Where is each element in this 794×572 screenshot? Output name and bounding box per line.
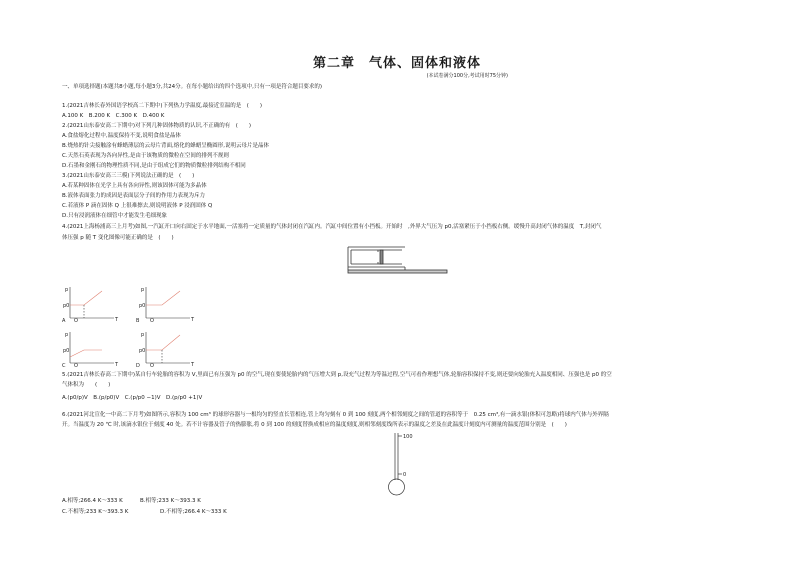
q3-option-a: A.若某种固体在光学上具有各向异性,则该固体可能为多晶体	[62, 183, 207, 189]
q6-option-a: A.相等;266.4 K～333 K	[62, 498, 123, 504]
section-heading: 一、单项选择题(本题共8小题,每小题3分,共24分。在每小题给出的四个选项中,只有一项是符合题目要求的)	[62, 84, 323, 90]
graph-d	[146, 332, 190, 363]
q2-stem: 2.(2021山东泰安高二下期中)对下列几种固体物质的认识,不正确的有 ( )	[62, 123, 252, 129]
q2-option-a: A.食盐熔化过程中,温度保持不变,说明食盐是晶体	[62, 133, 181, 139]
graph-d-letter: D	[136, 363, 140, 369]
q1-options: A.100 K B.200 K C.300 K D.400 K	[62, 113, 165, 119]
q4-stem-line1: 4.(2021上海杨浦高三上月考)如图,一汽缸开口向右固定于水平地面,一活塞将一定质量的气体封闭在汽缸内。汽缸中间位置有小挡板。开始时 ,外界大气压为 p0,活塞紧压于小挡板右侧。缓慢升高封闭气体的温度 T,封闭气	[62, 224, 602, 230]
q6-option-b: B.相等;233 K～393.3 K	[140, 498, 201, 504]
graph-b-origin: O	[150, 318, 154, 324]
bulb	[389, 479, 405, 495]
ground-slab	[348, 270, 447, 273]
graph-d-p0-label: p0	[139, 348, 146, 354]
thermometer-figure	[382, 430, 422, 498]
page-title: 第二章 气体、固体和液体	[312, 56, 481, 71]
graph-a-p-label: p	[65, 287, 69, 293]
exam-note: (本试卷满分100分,考试用时75分钟)	[426, 73, 508, 79]
graph-d-origin: O	[150, 363, 154, 369]
q2-option-d: D.石墨和金刚石的物理性质不同,是由于组成它们的物质微粒排列结构不相同	[62, 163, 246, 169]
q6-option-d: D.不相等;266.4 K～333 K	[160, 509, 227, 515]
q2-option-c: C.天然石英表现为各向异性,是由于该物质的微粒在空间的排列不规则	[62, 153, 229, 159]
q5-stem-line1: 5.(2021吉林长春高二下期中)某自行车轮胎的容积为 V,里面已有压强为 p0 的空气,现在要使轮胎内的气压增大到 p,设充气过程为等温过程,空气可看作理想气体,轮胎容积保持不变,则还要向轮胎充入温度相同、压强也是 p0 的空	[62, 372, 612, 378]
piston	[380, 250, 383, 264]
q2-option-b: B.烧热的针尖接触涂有蜂蜡薄层的云母片背面,熔化的蜂蜡呈椭圆形,说明云母片是晶体	[62, 143, 270, 149]
q6-stem-line2: 开。当温度为 20 ℃ 时,该滴水银位于刻度 40 处。若不计容器及管子的热膨胀,将 0 到 100 的刻度替换成相应的温度刻度,则相邻刻度线所表示的温度之差及在此温度计刻度内可测量的温度范围分别是 ( )	[62, 422, 567, 428]
q4-stem-line2: 体压强 p 随 T 变化图像可能正确的是 ( )	[62, 235, 174, 241]
scale-bottom-label: 0	[403, 472, 407, 478]
scale-top-label: 100	[403, 434, 413, 440]
graph-d-t-label: T	[191, 362, 195, 368]
q6-option-c: C.不相等;233 K～393.3 K	[62, 509, 129, 515]
q6-stem-line1: 6.(2021河北宣化一中高二下月考)如图所示,容积为 100 cm³ 的球形容器与一根均匀的竖直长管相连,管上均匀刻有 0 到 100 刻度,两个相邻刻度之间的管道的容积等于 0.25 cm³,有一滴水银(体积可忽略)将球内气体与外界隔	[62, 412, 609, 418]
q1-stem: 1.(2021吉林长春外国语学校高二下期中)下列热力学温度,最接近室温的是 ( )	[62, 103, 263, 109]
graph-b	[146, 287, 190, 318]
q3-option-d: D.只有浸润液体在细管中才能发生毛细现象	[62, 213, 167, 219]
graph-a-letter: A	[62, 318, 66, 324]
graph-c	[70, 332, 114, 363]
graph-c-letter: C	[62, 363, 66, 369]
graph-b-p-label: p	[141, 287, 145, 293]
graph-a-p0-label: p0	[63, 303, 70, 309]
pt-graphs	[62, 285, 222, 375]
graph-d-p-label: p	[141, 332, 145, 338]
q5-options: A.(p0/p)V B.(p/p0)V C.(p/p0 −1)V D.(p/p0 +1)V	[62, 395, 203, 401]
graph-a	[70, 287, 114, 318]
graph-c-t-label: T	[115, 362, 119, 368]
graph-a-t-label: T	[115, 317, 119, 323]
graph-b-letter: B	[136, 318, 140, 324]
q3-option-c: C.若液体 P 滴在固体 Q 上很难擦去,则说明液体 P 浸润固体 Q	[62, 203, 213, 209]
graph-a-origin: O	[74, 318, 78, 324]
graph-b-t-label: T	[191, 317, 195, 323]
cylinder-figure	[345, 240, 450, 276]
graph-c-p-label: p	[65, 332, 69, 338]
q5-stem-line2: 气体积为 ( )	[62, 382, 111, 388]
graph-c-p0-label: p0	[63, 348, 70, 354]
q3-option-b: B.液体表面张力的成因是表面层分子间的作用力表现为斥力	[62, 193, 206, 199]
graph-c-origin: O	[74, 363, 78, 369]
q3-stem: 3.(2021山东泰安高三三模)下列说法正确的是 ( )	[62, 173, 195, 179]
graph-b-p0-label: p0	[139, 303, 146, 309]
